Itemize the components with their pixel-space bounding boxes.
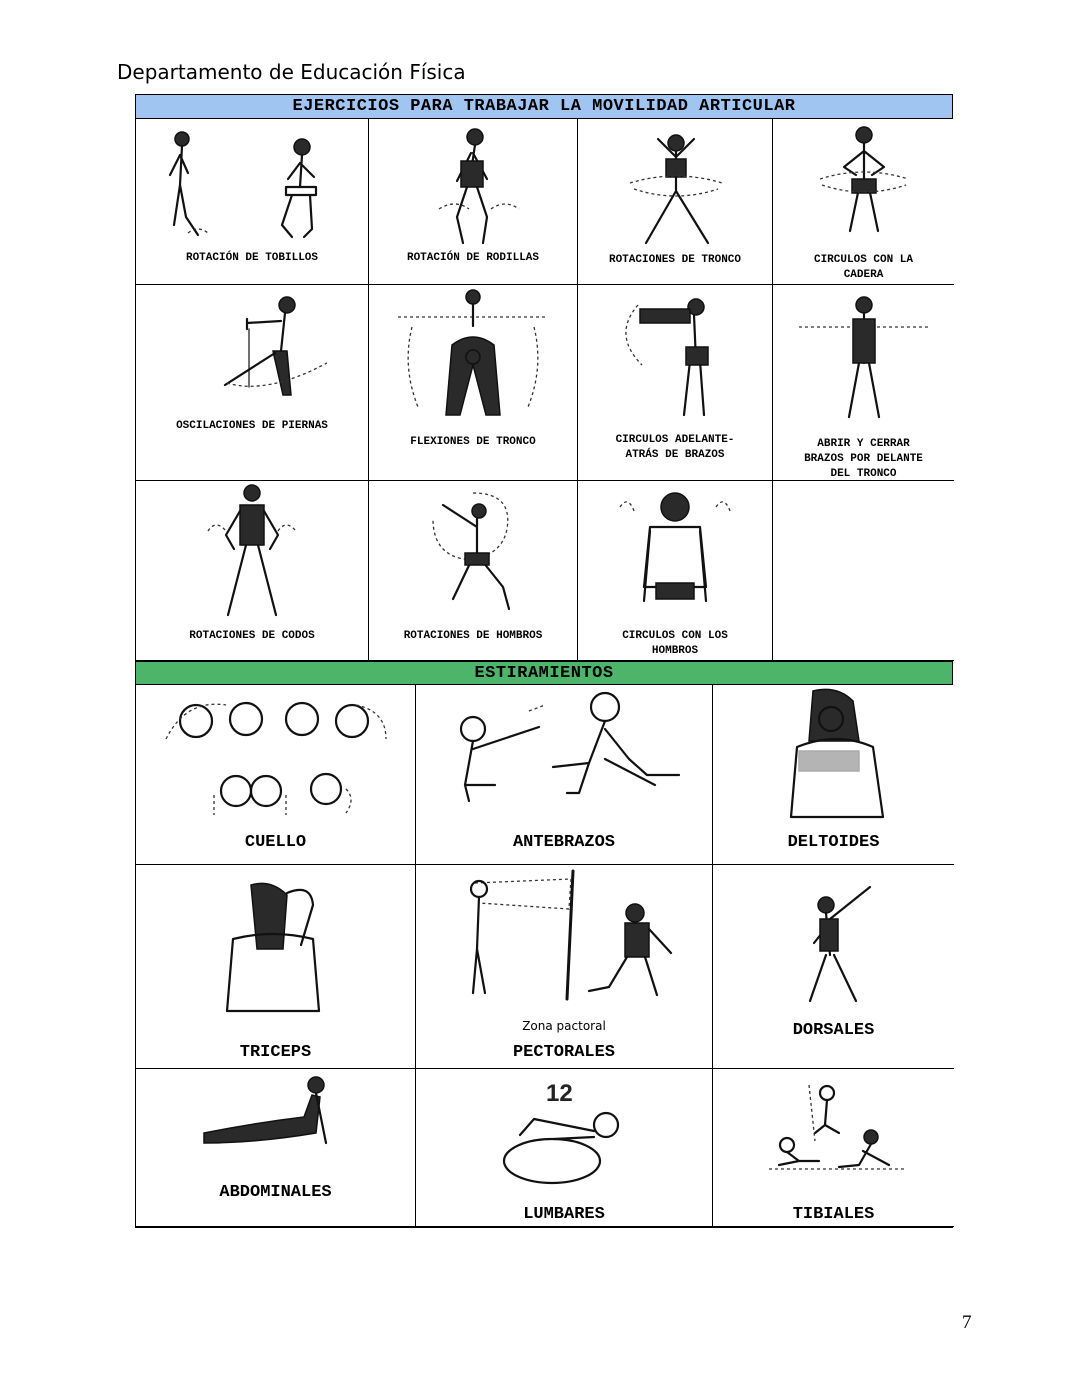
movilidad-title: EJERCICIOS PARA TRABAJAR LA MOVILIDAD ARTICULAR	[136, 95, 952, 119]
stretch-label: CUELLO	[244, 833, 307, 852]
tibial-stretch-figure	[713, 1081, 954, 1181]
exercise-label: OSCILACIONES DE PIERNAS	[176, 420, 328, 432]
trunk-rotation-figure	[578, 125, 772, 249]
stretch-label: PECTORALES	[512, 1043, 616, 1062]
figure-number: 12	[546, 1080, 573, 1107]
abdominal-stretch-figure	[136, 1075, 415, 1165]
stretch-cell	[136, 685, 416, 865]
hip-circles-figure	[773, 125, 954, 237]
estiramientos-title: ESTIRAMIENTOS	[136, 661, 952, 685]
stretch-cell	[416, 1069, 713, 1227]
stretch-label: DORSALES	[792, 1021, 875, 1040]
page-number: 7	[962, 1312, 972, 1333]
exercise-cell	[369, 481, 578, 661]
trunk-flexion-figure	[369, 287, 577, 429]
stretch-cell	[416, 685, 713, 865]
lumbar-stretch-figure	[416, 1075, 712, 1195]
exercise-sheet	[135, 94, 953, 1228]
exercise-label: CIRCULOS CON LA CADERA	[813, 254, 914, 281]
exercise-label: CIRCULOS ADELANTE- ATRÁS DE BRAZOS	[615, 434, 735, 461]
knee-rotation-figure	[369, 125, 577, 249]
exercise-cell	[578, 119, 773, 285]
stretch-cell	[713, 1069, 954, 1227]
exercise-cell	[369, 285, 578, 481]
exercise-label: ROTACIÓN DE RODILLAS	[406, 252, 540, 264]
exercise-cell	[578, 481, 773, 661]
exercise-label: ROTACIONES DE HOMBROS	[403, 630, 543, 642]
estiramientos-grid	[136, 685, 952, 1227]
forearm-stretch-figure	[416, 689, 712, 819]
shoulder-circles-figure	[578, 487, 772, 619]
exercise-cell	[136, 119, 369, 285]
pectoral-stretch-figure	[416, 869, 712, 1017]
exercise-label: CIRCULOS CON LOS HOMBROS	[622, 630, 728, 657]
stretch-cell	[136, 1069, 416, 1227]
exercise-label: ROTACIÓN DE TOBILLOS	[185, 252, 319, 264]
stretch-label: ABDOMINALES	[219, 1183, 332, 1202]
arm-circles-figure	[578, 295, 772, 423]
exercise-cell	[773, 285, 954, 481]
stretch-cell	[136, 865, 416, 1069]
open-close-arms-figure	[773, 293, 954, 423]
movilidad-grid	[136, 119, 952, 661]
stretch-label: LUMBARES	[523, 1205, 605, 1224]
stretch-label: DELTOIDES	[787, 833, 880, 852]
triceps-stretch-figure	[136, 879, 415, 1019]
pectoral-caption: Zona pactoral	[522, 1019, 606, 1033]
deltoid-stretch-figure	[713, 687, 954, 827]
exercise-cell	[136, 481, 369, 661]
stretch-cell	[713, 865, 954, 1069]
exercise-cell	[136, 285, 369, 481]
stretch-cell	[416, 865, 713, 1069]
department-header: Departamento de Educación Física	[117, 60, 466, 84]
stretch-label: TIBIALES	[792, 1205, 875, 1224]
elbow-rotation-figure	[136, 483, 368, 623]
stretch-label: TRICEPS	[239, 1043, 312, 1062]
exercise-cell	[369, 119, 578, 285]
exercise-label: ROTACIONES DE CODOS	[189, 630, 315, 642]
exercise-label: ABRIR Y CERRAR BRAZOS POR DELANTE DEL TRONCO	[804, 438, 923, 480]
shoulder-rotation-figure	[369, 487, 577, 617]
neck-stretch-figure	[136, 695, 415, 825]
empty-cell	[773, 481, 954, 661]
exercise-cell	[578, 285, 773, 481]
exercise-label: ROTACIONES DE TRONCO	[608, 254, 742, 266]
ankle-rotation-figure	[136, 125, 368, 245]
exercise-label: FLEXIONES DE TRONCO	[410, 436, 536, 448]
stretch-cell	[713, 685, 954, 865]
leg-swing-figure	[136, 293, 368, 405]
stretch-label: ANTEBRAZOS	[512, 833, 616, 852]
dorsal-stretch-figure	[713, 879, 954, 1009]
exercise-cell	[773, 119, 954, 285]
